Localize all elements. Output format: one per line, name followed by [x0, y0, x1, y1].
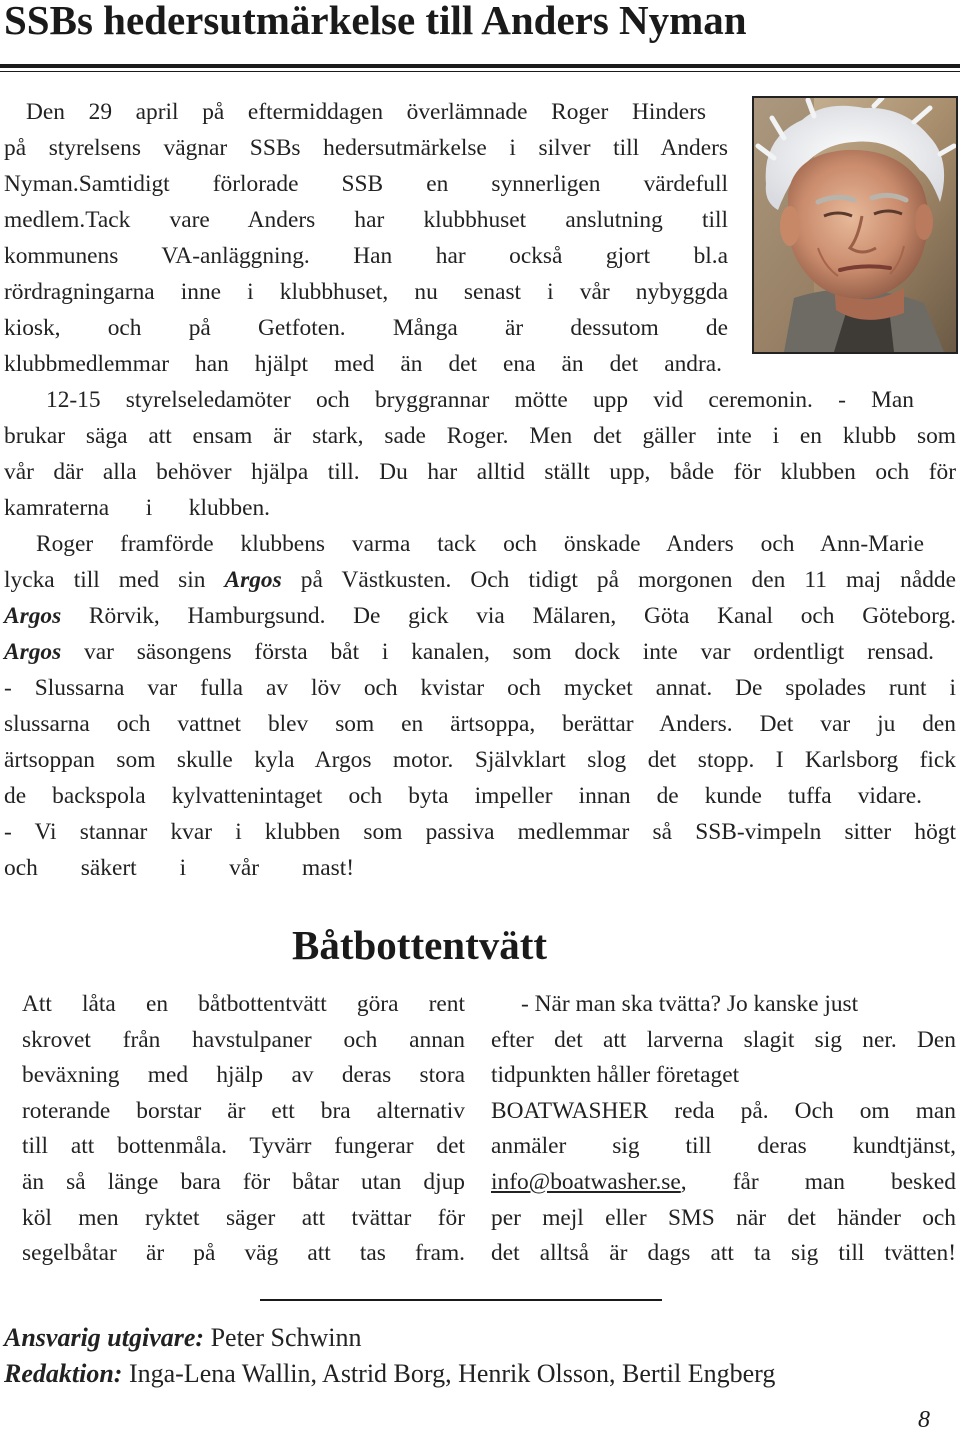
article-line: Roger framförde klubbens varma tack och önskade Anders och Ann-Marie	[36, 531, 924, 557]
editors-label: Redaktion:	[4, 1359, 123, 1388]
article-line: Den 29 april på eftermiddagen överlämnade Roger Hinders	[26, 99, 706, 125]
article-line: och säkert i vår mast!	[4, 855, 354, 881]
section-title: Båtbottentvätt	[292, 922, 548, 968]
right-column-email-line	[491, 1164, 956, 1200]
publisher-name: Peter Schwinn	[204, 1323, 362, 1352]
article-line: 12-15 styrelseledamöter och bryggrannar mötte upp vid ceremonin. - Man	[46, 387, 914, 413]
article-line: Nyman.Samtidigt förlorade SSB en synnerligen värdefull	[4, 171, 728, 197]
article-line: de backspola kylvattenintaget och byta impeller innan de kunde tuffa vidare.	[4, 783, 922, 809]
editors-line	[4, 1356, 775, 1392]
portrait-photo	[752, 96, 958, 354]
article-line: kamraterna i klubben.	[4, 495, 270, 521]
boat-name: Argos	[224, 567, 282, 593]
right-column-line: det alltså är dags att ta sig till tvätten!	[491, 1240, 956, 1267]
footer-divider	[260, 1299, 662, 1301]
boat-name: Argos	[4, 639, 62, 665]
article-line: klubbmedlemmar han hjälpt med än det ena än det andra.	[4, 351, 722, 377]
article-line: kommunens VA-anläggning. Han har också gjort bl.a	[4, 243, 728, 269]
left-column-line: segelbåtar är på väg att tas fram.	[22, 1240, 465, 1267]
title-rule-thin	[0, 71, 960, 72]
article-title: SSBs hedersutmärkelse till Anders Nyman	[4, 0, 747, 43]
article-line: medlem.Tack vare Anders har klubbhuset anslutning till	[4, 207, 728, 233]
article-line: Argos Rörvik, Hamburgsund. De gick via Mälaren, Göta Kanal och Göteborg.	[4, 603, 956, 629]
boat-name: Argos	[4, 603, 62, 629]
article-line: rördragningarna inne i klubbhuset, nu senast i vår nybyggda	[4, 279, 728, 305]
left-column-line: beväxning med hjälp av deras stora	[22, 1062, 465, 1089]
left-column-line: roterande borstar är ett bra alternativ	[22, 1097, 465, 1124]
publisher-line	[4, 1320, 362, 1356]
article-line: - Slussarna var fulla av löv och kvistar och mycket annat. De spolades runt i	[4, 675, 956, 701]
right-column-line: BOATWASHER reda på. Och om man	[491, 1097, 956, 1124]
title-rule-thick	[0, 64, 960, 68]
email-suffix: , får man besked	[680, 1169, 956, 1195]
left-column-line: till att bottenmåla. Tyvärr fungerar det	[22, 1133, 465, 1160]
right-column-line: anmäler sig till deras kundtjänst,	[491, 1133, 956, 1160]
right-column-line: tidpunkten håller företaget	[491, 1062, 740, 1089]
email-link[interactable]: info@boatwasher.se	[491, 1169, 681, 1195]
article-line: på styrelsens vägnar SSBs hedersutmärkelse i silver till Anders	[4, 135, 728, 161]
page-number: 8	[918, 1407, 930, 1433]
article-line: ärtsoppan som skulle kyla Argos motor. Självklart slog det stopp. I Karlsborg fick	[4, 747, 956, 773]
article-line: brukar säga att ensam är stark, sade Roger. Men det gäller inte i en klubb som	[4, 423, 956, 449]
article-line: lycka till med sin Argos på Västkusten. Och tidigt på morgonen den 11 maj nådde	[4, 567, 957, 593]
left-column-line: än så länge bara för båtar utan djup	[22, 1169, 465, 1195]
right-column-line: - När man ska tvätta? Jo kanske just	[521, 991, 859, 1017]
article-line: Argos var säsongens första båt i kanalen, som dock inte var ordentligt rensad.	[4, 639, 934, 665]
right-column-line: per mejl eller SMS när det händer och	[491, 1204, 956, 1231]
article-line: slussarna och vattnet blev som en ärtsoppa, berättar Anders. Det var ju den	[4, 711, 956, 737]
article-line: - Vi stannar kvar i klubben som passiva medlemmar så SSB-vimpeln sitter högt	[4, 819, 956, 845]
right-column-line: efter det att larverna slagit sig ner. Den	[491, 1026, 956, 1053]
portrait-illustration	[754, 98, 956, 352]
article-line: vår där alla behöver hjälpa till. Du har alltid ställt upp, både för klubben och för	[4, 459, 956, 485]
left-column-line: Att låta en båtbottentvätt göra rent	[22, 991, 465, 1017]
article-line: kiosk, och på Getfoten. Många är dessutom de	[4, 315, 728, 341]
left-column-line: köl men ryktet säger att tvättar för	[22, 1204, 465, 1231]
publisher-label: Ansvarig utgivare:	[4, 1323, 205, 1352]
editors-names: Inga-Lena Wallin, Astrid Borg, Henrik Olsson, Bertil Engberg	[122, 1359, 776, 1388]
left-column-line: skrovet från havstulpaner och annan	[22, 1026, 465, 1053]
